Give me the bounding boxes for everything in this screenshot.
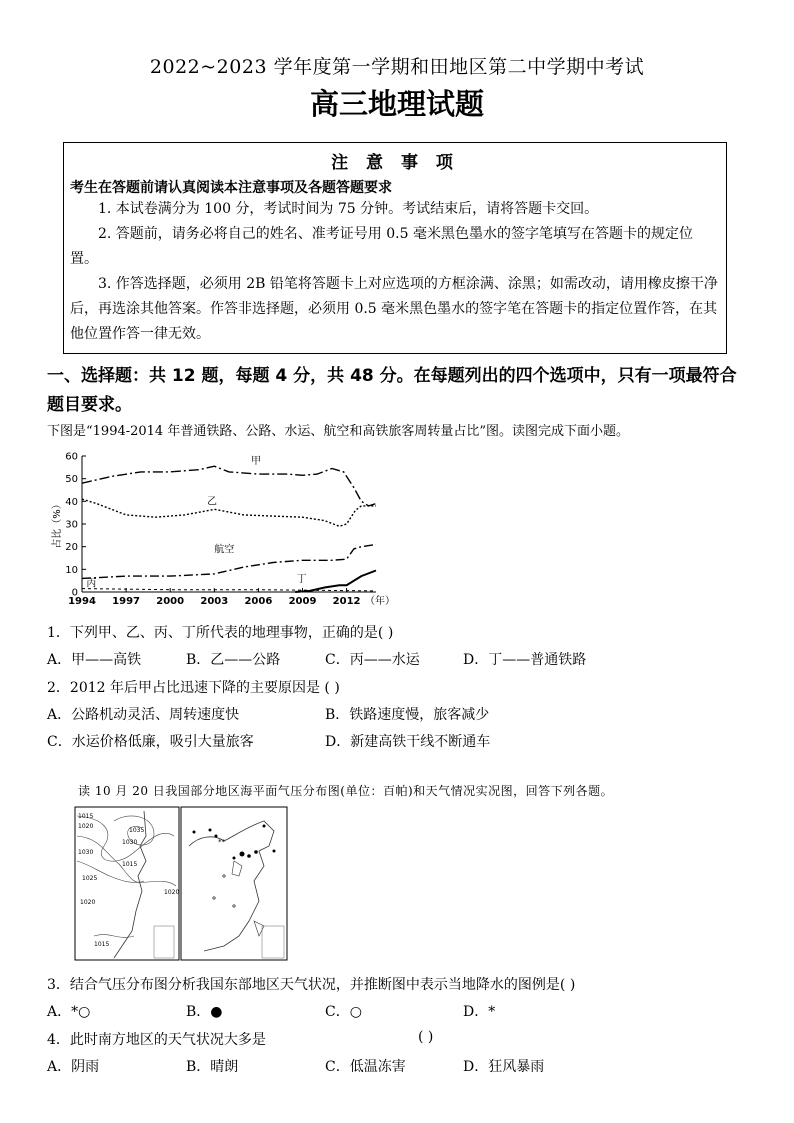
series-line-甲: [82, 466, 376, 506]
question-1-stem: 1．下列甲、乙、丙、丁所代表的地理事物，正确的是( ): [47, 625, 394, 641]
option-b[interactable]: B．●: [186, 1004, 223, 1020]
option-d[interactable]: D．狂风暴雨: [463, 1059, 545, 1075]
option-d[interactable]: D．丁——普通铁路: [463, 652, 587, 668]
question-2-stem: 2．2012 年后甲占比迅速下降的主要原因是 ( ): [47, 680, 340, 696]
series-label: 丙: [86, 578, 97, 590]
page-title: 高三地理试题: [309, 87, 484, 121]
y-tick-label: 20: [65, 542, 78, 554]
series-label: 乙: [206, 496, 217, 508]
chart-intro: 下图是“1994-2014 年普通铁路、公路、水运、航空和高铁旅客周转量占比”图。读图完成下面小题。: [47, 424, 629, 439]
notice-item: 2. 答题前，请务必将自己的姓名、准考证号用 0.5 毫米黑色墨水的签字笔填写在答题卡的规定位置。: [70, 226, 693, 267]
section-heading: 一、选择题：共 12 题，每题 4 分，共 48 分。在每题列出的四个选项中，只有一项最符合题目要求。: [47, 366, 737, 415]
weather-maps: [74, 806, 289, 963]
isobar-label: 1015: [94, 941, 110, 948]
snow-symbol: **: [218, 838, 225, 846]
option-c[interactable]: C．丙——水运: [325, 652, 420, 668]
y-tick-label: 0: [71, 587, 78, 599]
weather-observation-map: [181, 807, 287, 960]
notice-item: 1. 本试卷满分为 100 分，考试时间为 75 分钟。考试结束后，请将答题卡交回。: [98, 201, 599, 217]
x-tick-label: 2006: [244, 596, 273, 607]
option-a[interactable]: A．*○: [47, 1004, 91, 1020]
option-b[interactable]: B．晴朗: [186, 1059, 239, 1075]
option-d[interactable]: D．*: [463, 1004, 496, 1020]
x-tick-label: 1994: [68, 596, 96, 607]
passenger-share-chart: [46, 444, 395, 610]
isobar-label: 1035: [129, 827, 145, 834]
series-label: 甲: [251, 455, 262, 467]
y-tick-label: 60: [65, 451, 78, 463]
isobar-label: 1030: [78, 849, 94, 856]
isobar-label: 1020: [80, 899, 96, 906]
series-line-乙: [82, 499, 376, 526]
option-b[interactable]: B．铁路速度慢，旅客减少: [325, 707, 490, 723]
option-a[interactable]: A．阴雨: [47, 1059, 100, 1075]
exam-title: 2022~2023 学年度第一学期和田地区第二中学期中考试: [149, 56, 645, 78]
y-axis-label: 占比（%）: [52, 499, 63, 549]
notice-box: [63, 142, 727, 354]
question-4-answer-paren: ( ): [418, 1029, 434, 1045]
map-intro: 读 10 月 20 日我国部分地区海平面气压分布图(单位：百帕)和天气情况实况图，回答下列各题。: [78, 784, 614, 798]
x-tick-label: 2012: [332, 596, 361, 607]
x-tick-label: 1997: [112, 596, 141, 607]
option-c[interactable]: C．低温冻害: [325, 1059, 406, 1075]
notice-subtitle: 考生在答题前请认真阅读本注意事项及各题答题要求: [70, 180, 392, 196]
y-tick-label: 50: [65, 474, 78, 486]
y-tick-label: 30: [65, 519, 78, 531]
option-b[interactable]: B．乙——公路: [186, 652, 281, 668]
option-c[interactable]: C．水运价格低廉，吸引大量旅客: [47, 734, 254, 750]
isobar-label: 1020: [78, 823, 94, 830]
isobar-label: 1020: [164, 889, 180, 896]
series-line-丁: [295, 571, 376, 593]
isobar-label: 1015: [78, 813, 94, 820]
option-c[interactable]: C．○: [325, 1004, 362, 1020]
notice-title: 注 意 事 项: [331, 153, 459, 173]
x-axis-label: （年）: [365, 596, 395, 607]
option-a[interactable]: A．公路机动灵活、周转速度快: [47, 707, 240, 723]
isobar-label: 1030: [122, 839, 138, 846]
option-a[interactable]: A．甲——高铁: [47, 652, 142, 668]
x-tick-label: 2003: [200, 596, 229, 607]
option-d[interactable]: D．新建高铁干线不断通车: [325, 734, 491, 750]
y-tick-label: 40: [65, 496, 78, 508]
isobar-label: 1025: [82, 875, 98, 882]
question-4-stem: 4．此时南方地区的天气状况大多是: [47, 1032, 266, 1048]
series-label: 丁: [296, 573, 307, 585]
x-tick-label: 2000: [156, 596, 185, 607]
y-tick-label: 10: [65, 564, 78, 576]
isobar-label: 1015: [122, 861, 138, 868]
notice-item: 3. 作答选择题，必须用 2B 铅笔将答题卡上对应选项的方框涂满、涂黑；如需改动，请用橡皮擦干净后，再选涂其他答案。作答非选择题，必须用 0.5 毫米黑色墨水的签字笔在答题卡的指定位置作答，在其他位置作答一律无效。: [70, 276, 718, 342]
x-tick-label: 2009: [288, 596, 317, 607]
pressure-map: [75, 807, 179, 960]
question-3-stem: 3．结合气压分布图分析我国东部地区天气状况，并推断图中表示当地降水的图例是( ): [47, 977, 576, 993]
series-label: 航空: [214, 544, 235, 556]
